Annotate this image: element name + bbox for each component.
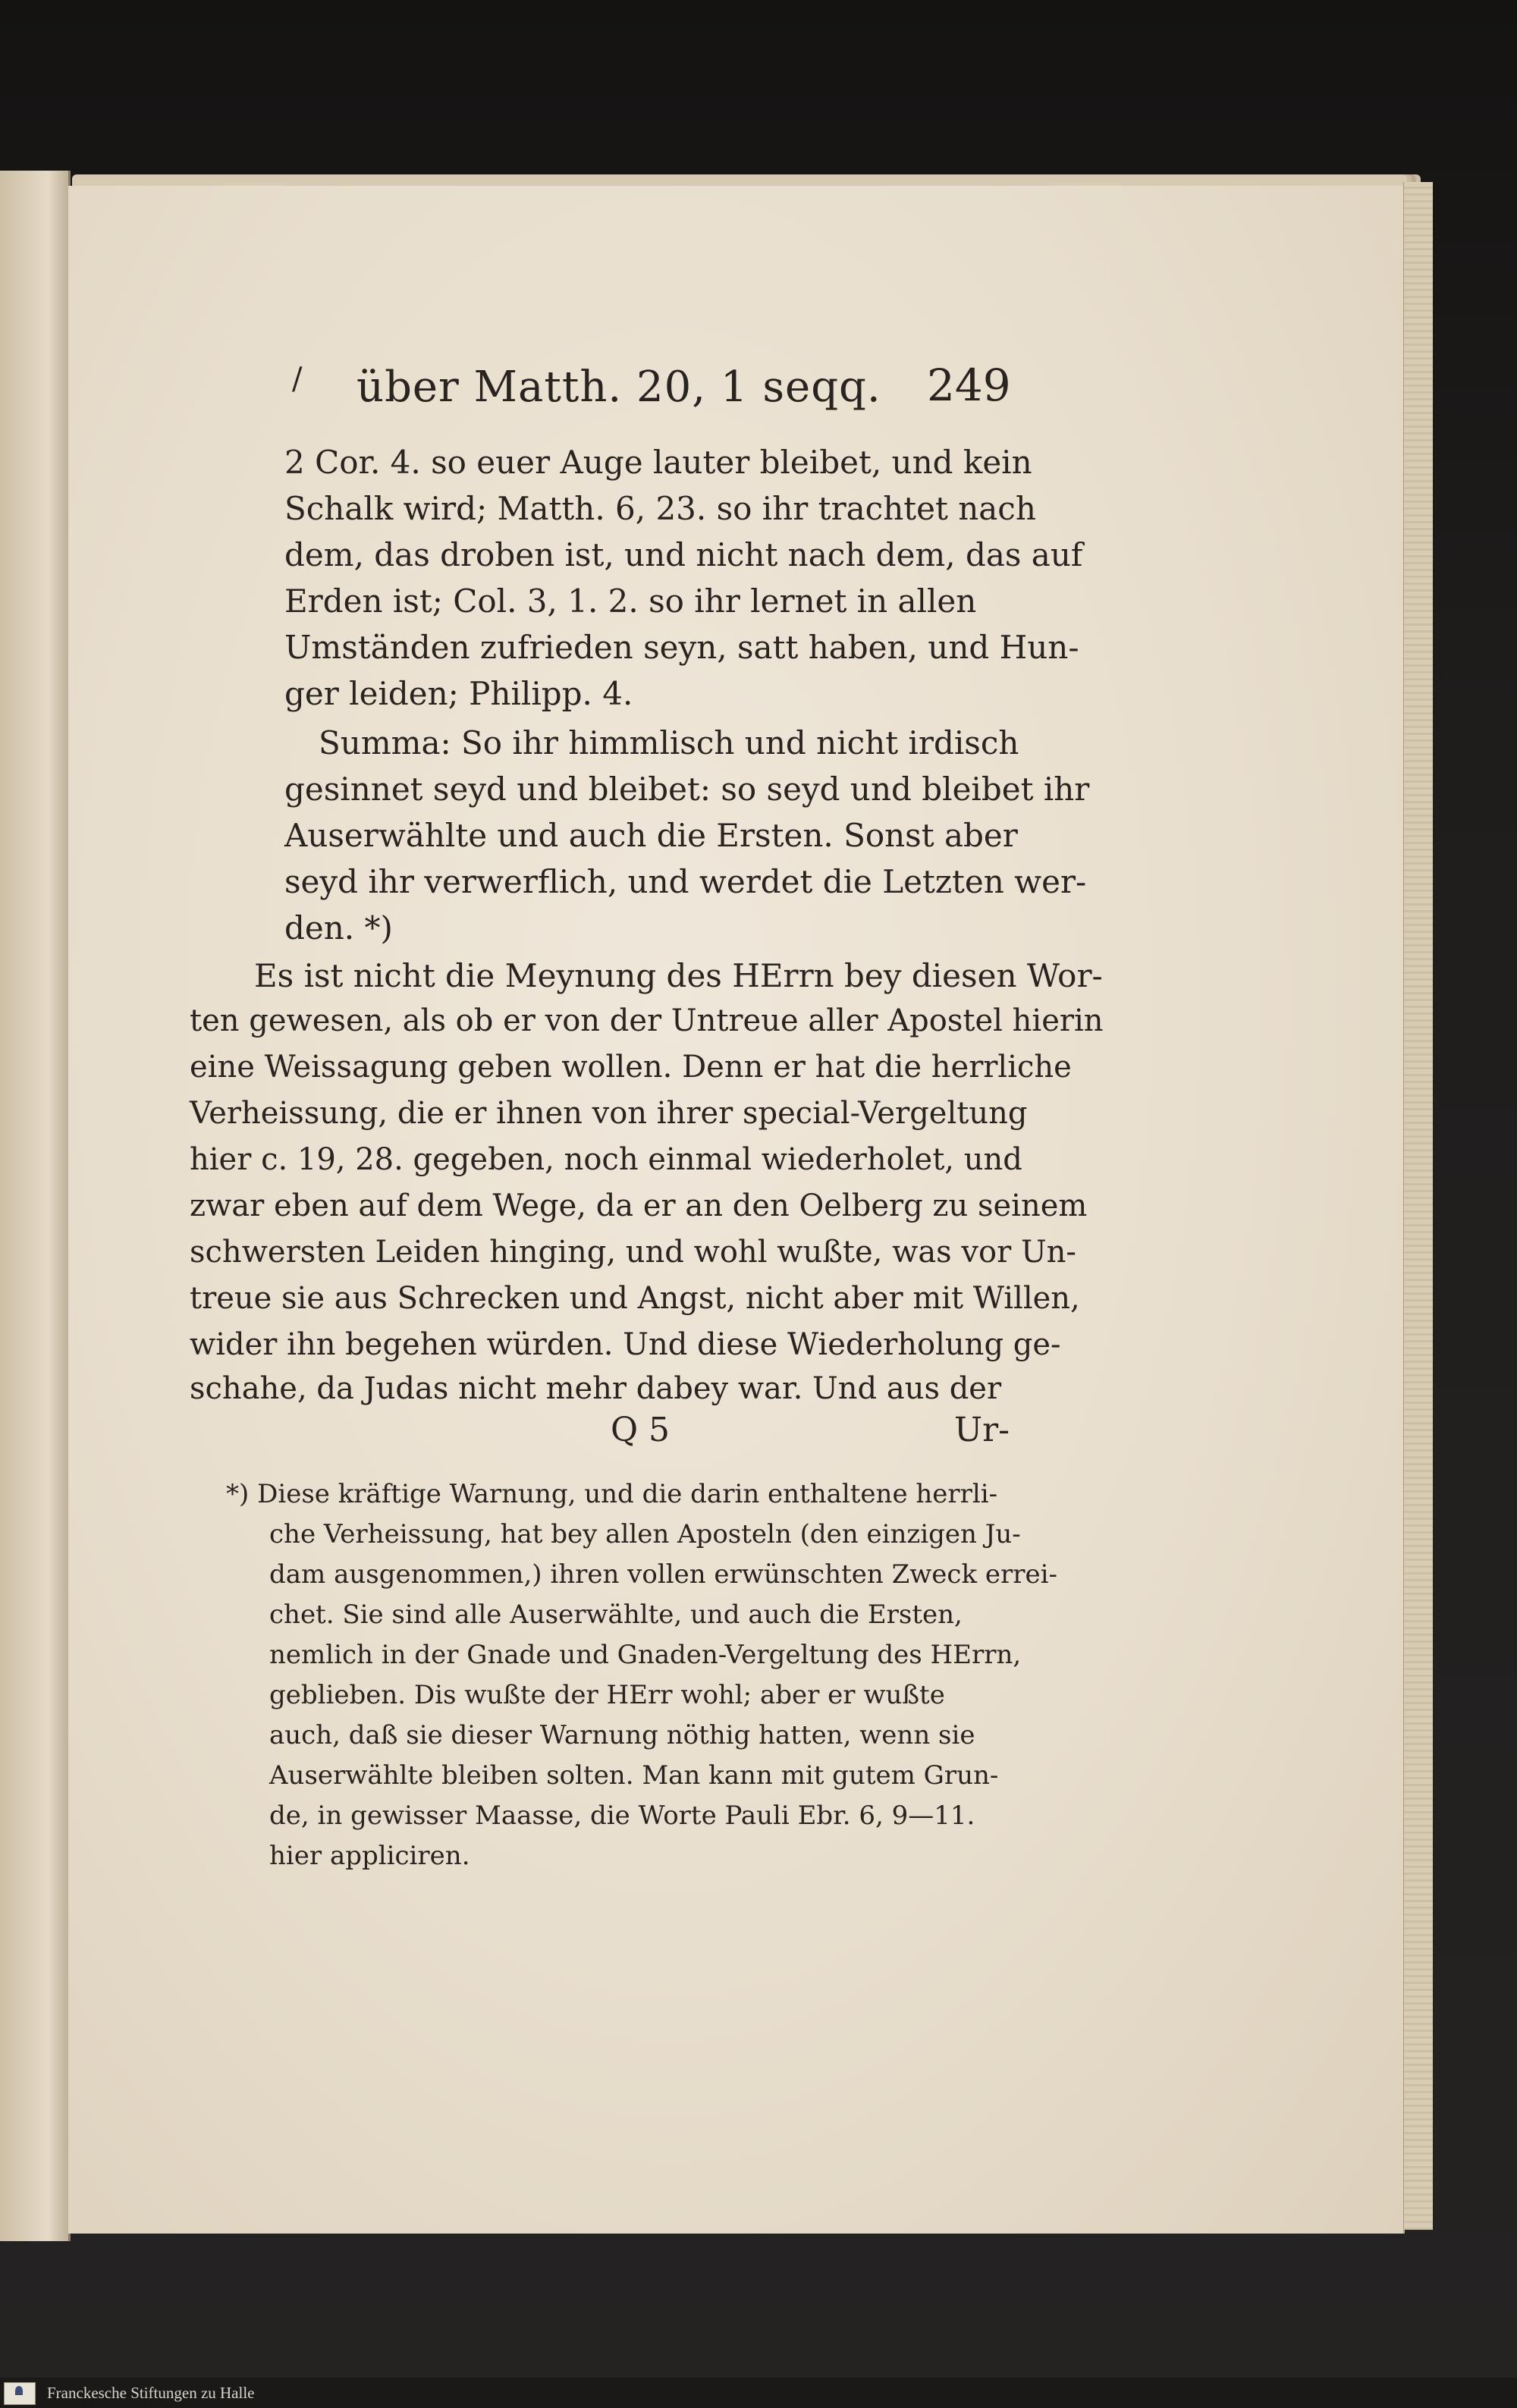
institution-logo-icon [4,2382,36,2405]
text-line: den. *) [284,909,393,947]
text-line: Erden ist; Col. 3, 1. 2. so ihr lernet in allen [284,582,977,620]
text-line: eine Weissagung geben wollen. Denn er hat die herrliche [190,1050,1072,1085]
footnote-line: hier appliciren. [269,1841,470,1871]
footnote-line: *) Diese kräftige Warnung, und die darin enthaltene herrli- [226,1479,998,1509]
footnote-line: nemlich in der Gnade und Gnaden-Vergeltung des HErrn, [269,1640,1022,1670]
text-line: Summa: So ihr himmlisch und nicht irdisch [319,724,1019,761]
footnote-line: chet. Sie sind alle Auserwählte, und auch die Ersten, [269,1600,963,1630]
text-line: treue sie aus Schrecken und Angst, nicht aber mit Willen, [190,1281,1080,1316]
text-line: zwar eben auf dem Wege, da er an den Oelberg zu seinem [190,1188,1088,1223]
facing-page-edge [0,171,71,2241]
text-line: Schalk wird; Matth. 6, 23. so ihr trachtet nach [284,490,1036,527]
text-line: hier c. 19, 28. gegeben, noch einmal wiederholet, und [190,1142,1022,1177]
text-line: Es ist nicht die Meynung des HErrn bey diesen Wor- [254,957,1103,994]
catchword: Ur- [954,1411,1010,1449]
signature-mark: Q 5 [611,1411,671,1449]
text-line: ger leiden; Philipp. 4. [284,675,633,712]
text-line: wider ihn begehen würden. Und diese Wiederholung ge- [190,1327,1061,1362]
page-fore-edge [1403,182,1433,2230]
text-line: gesinnet seyd und bleibet: so seyd und bleibet ihr [284,771,1090,808]
page-number: 249 [927,359,1011,411]
text-line: dem, das droben ist, und nicht nach dem, das auf [284,536,1083,573]
text-line: Verheissung, die er ihnen von ihrer special-Vergeltung [190,1096,1028,1131]
text-line: schahe, da Judas nicht mehr dabey war. Und aus der [190,1371,1002,1406]
footnote-line: Auserwählte bleiben solten. Man kann mit gutem Grun- [269,1760,999,1791]
margin-mark: / [292,362,303,397]
footnote-line: dam ausgenommen,) ihren vollen erwünschten Zweck errei- [269,1559,1057,1590]
footnote-line: che Verheissung, hat bey allen Aposteln (den einzigen Ju- [269,1519,1021,1549]
running-title: über Matth. 20, 1 seqq. [356,363,881,412]
footnote-line: auch, daß sie dieser Warnung nöthig hatten, wenn sie [269,1720,975,1750]
footnote-line: de, in gewisser Maasse, die Worte Pauli Ebr. 6, 9—11. [269,1801,975,1831]
text-line: Umständen zufrieden seyn, satt haben, und Hun- [284,629,1079,666]
text-line: ten gewesen, als ob er von der Untreue aller Apostel hierin [190,1003,1104,1038]
text-line: 2 Cor. 4. so euer Auge lauter bleibet, und kein [284,444,1032,481]
text-line: Auserwählte und auch die Ersten. Sonst aber [284,817,1018,854]
institution-name: Franckesche Stiftungen zu Halle [47,2384,255,2402]
text-line: schwersten Leiden hinging, und wohl wußte, was vor Un- [190,1235,1076,1270]
text-line: seyd ihr verwerflich, und werdet die Letzten wer- [284,863,1087,900]
footnote-line: geblieben. Dis wußte der HErr wohl; aber er wußte [269,1680,945,1710]
